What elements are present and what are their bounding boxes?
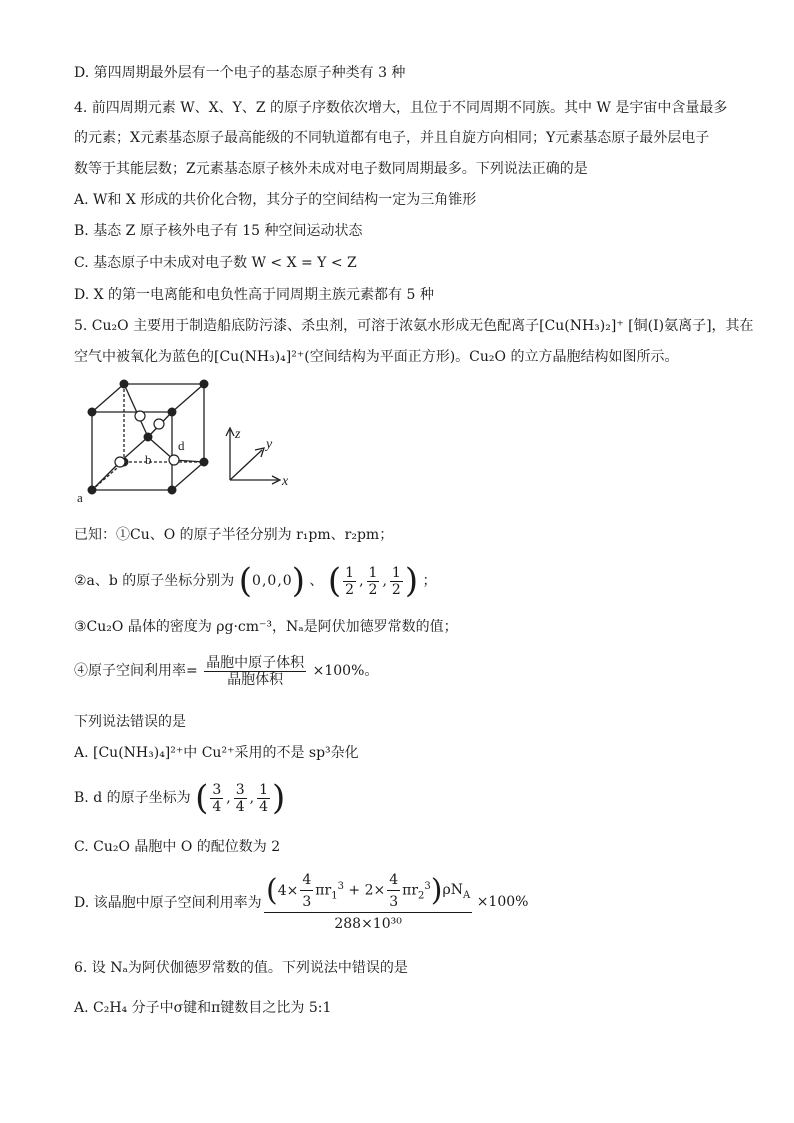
option-d-numerator: ( 4× $\frac{4}{3}$ $\pi r_1^3 + 2\times$ $\frac{4}{3}$ $\pi r_2^3$ ) $\rho N_A$ (264, 872, 472, 913)
option-b-prefix: B. d 的原子坐标为 (74, 790, 191, 806)
coord-b-y: $\frac{1}{2}$ (368, 564, 378, 598)
atom-label-b: b (145, 452, 152, 467)
question-6-line-1: 6. 设 Nₐ为阿伏伽德罗常数的值。下列说法中错误的是 (74, 960, 408, 976)
coord-b-x: $\frac{1}{2}$ (345, 564, 355, 598)
known-2-end: ； (422, 573, 437, 589)
axis-label-x: x (282, 474, 289, 489)
coordinate-a: ( 0 , 0 , 0 ) (238, 561, 305, 601)
question-5-option-c: C. Cu₂O 晶胞中 O 的配位数为 2 (74, 839, 281, 855)
utilization-denominator: 晶胞体积 (227, 671, 284, 688)
known-2-separator: 、 (309, 573, 324, 589)
utilization-numerator: 晶胞中原子体积 (206, 654, 305, 671)
question-4-line-2: 的元素；X元素基态原子最高能级的不同轨道都有电子，并且自旋方向相同；Y元素基态原子最外层电子 (74, 130, 710, 146)
coord-a-x: 0 (252, 573, 261, 589)
question-5-option-b (74, 778, 285, 818)
question-4-option-b: B. 基态 Z 原子核外电子有 15 种空间运动状态 (74, 223, 363, 239)
known-1: 已知：①Cu、O 的原子半径分别为 r₁pm、r₂pm； (74, 527, 394, 543)
question-5-line-1: 5. Cu₂O 主要用于制造船底防污漆、杀虫剂，可溶于浓氨水形成无色配离子[Cu(NH₃)₂]⁺ [铜(I)氨离子]，其在 (74, 318, 754, 334)
coord-a-y: 0 (267, 573, 277, 589)
option-d-suffix: ×100% (476, 894, 529, 910)
question-5-stem: 下列说法错误的是 (74, 714, 186, 730)
question-5-option-d-prefix: D. 该晶胞中原子空间利用率为 (74, 895, 262, 911)
coordinate-d: ( $\frac{3}{4}$ , $\frac{3}{4}$ , $\frac{1}{4}$ ) (195, 778, 286, 818)
option-d-fraction (264, 872, 472, 932)
option-d-formula (264, 872, 528, 932)
axis-label-y: y (266, 437, 273, 452)
utilization-fraction (204, 655, 306, 688)
known-4-prefix: ④原子空间利用率= (74, 663, 198, 679)
crystal-cell-figure (74, 378, 414, 506)
atom-label-d: d (178, 438, 185, 453)
option-d-denominator: 288×10³⁰ (334, 916, 402, 932)
question-4-line-3: 数等于其能层数；Z元素基态原子核外未成对电子数同周期最多。下列说法正确的是 (74, 161, 588, 177)
axis-label-z: z (235, 427, 241, 442)
coord-d-z: $\frac{1}{4}$ (259, 781, 268, 815)
question-4-option-c: C. 基态原子中未成对电子数 W < X = Y < Z (74, 255, 357, 271)
atom-label-a: a (77, 490, 83, 505)
known-2 (74, 563, 437, 599)
known-3: ③Cu₂O 晶体的密度为 ρg·cm⁻³，Nₐ是阿伏加德罗常数的值； (74, 619, 458, 635)
coordinate-b: ( $\frac{1}{2}$ , $\frac{1}{2}$ , $\frac{1}{2}$ ) (327, 561, 419, 601)
question-5-option-a: A. [Cu(NH₃)₄]²⁺中 Cu²⁺采用的不是 sp³杂化 (74, 745, 359, 761)
known-4-suffix: ×100%。 (312, 663, 379, 679)
question-4-option-d: D. X 的第一电离能和电负性高于同周期主族元素都有 5 种 (74, 287, 434, 303)
known-4 (74, 652, 378, 690)
coord-b-z: $\frac{1}{2}$ (391, 564, 401, 598)
known-2-prefix: ②a、b 的原子坐标分别为 (74, 573, 235, 589)
question-4-line-1: 4. 前四周期元素 W、X、Y、Z 的原子序数依次增大，且位于不同周期不同族。其中 W 是宇宙中含量最多 (74, 100, 728, 116)
question-4-option-a: A. W和 X 形成的共价化合物，其分子的空间结构一定为三角锥形 (74, 192, 477, 208)
coord-a-z: 0 (282, 573, 292, 589)
coord-d-x: $\frac{3}{4}$ (212, 781, 222, 815)
coord-d-y: $\frac{3}{4}$ (235, 781, 245, 815)
question-6-option-a: A. C₂H₄ 分子中σ键和π键数目之比为 5:1 (74, 1000, 332, 1016)
question-5-line-2: 空气中被氧化为蓝色的[Cu(NH₃)₄]²⁺(空间结构为平面正方形)。Cu₂O 的立方晶胞结构如图所示。 (74, 349, 679, 365)
option-d-previous: D. 第四周期最外层有一个电子的基态原子种类有 3 种 (74, 65, 406, 81)
